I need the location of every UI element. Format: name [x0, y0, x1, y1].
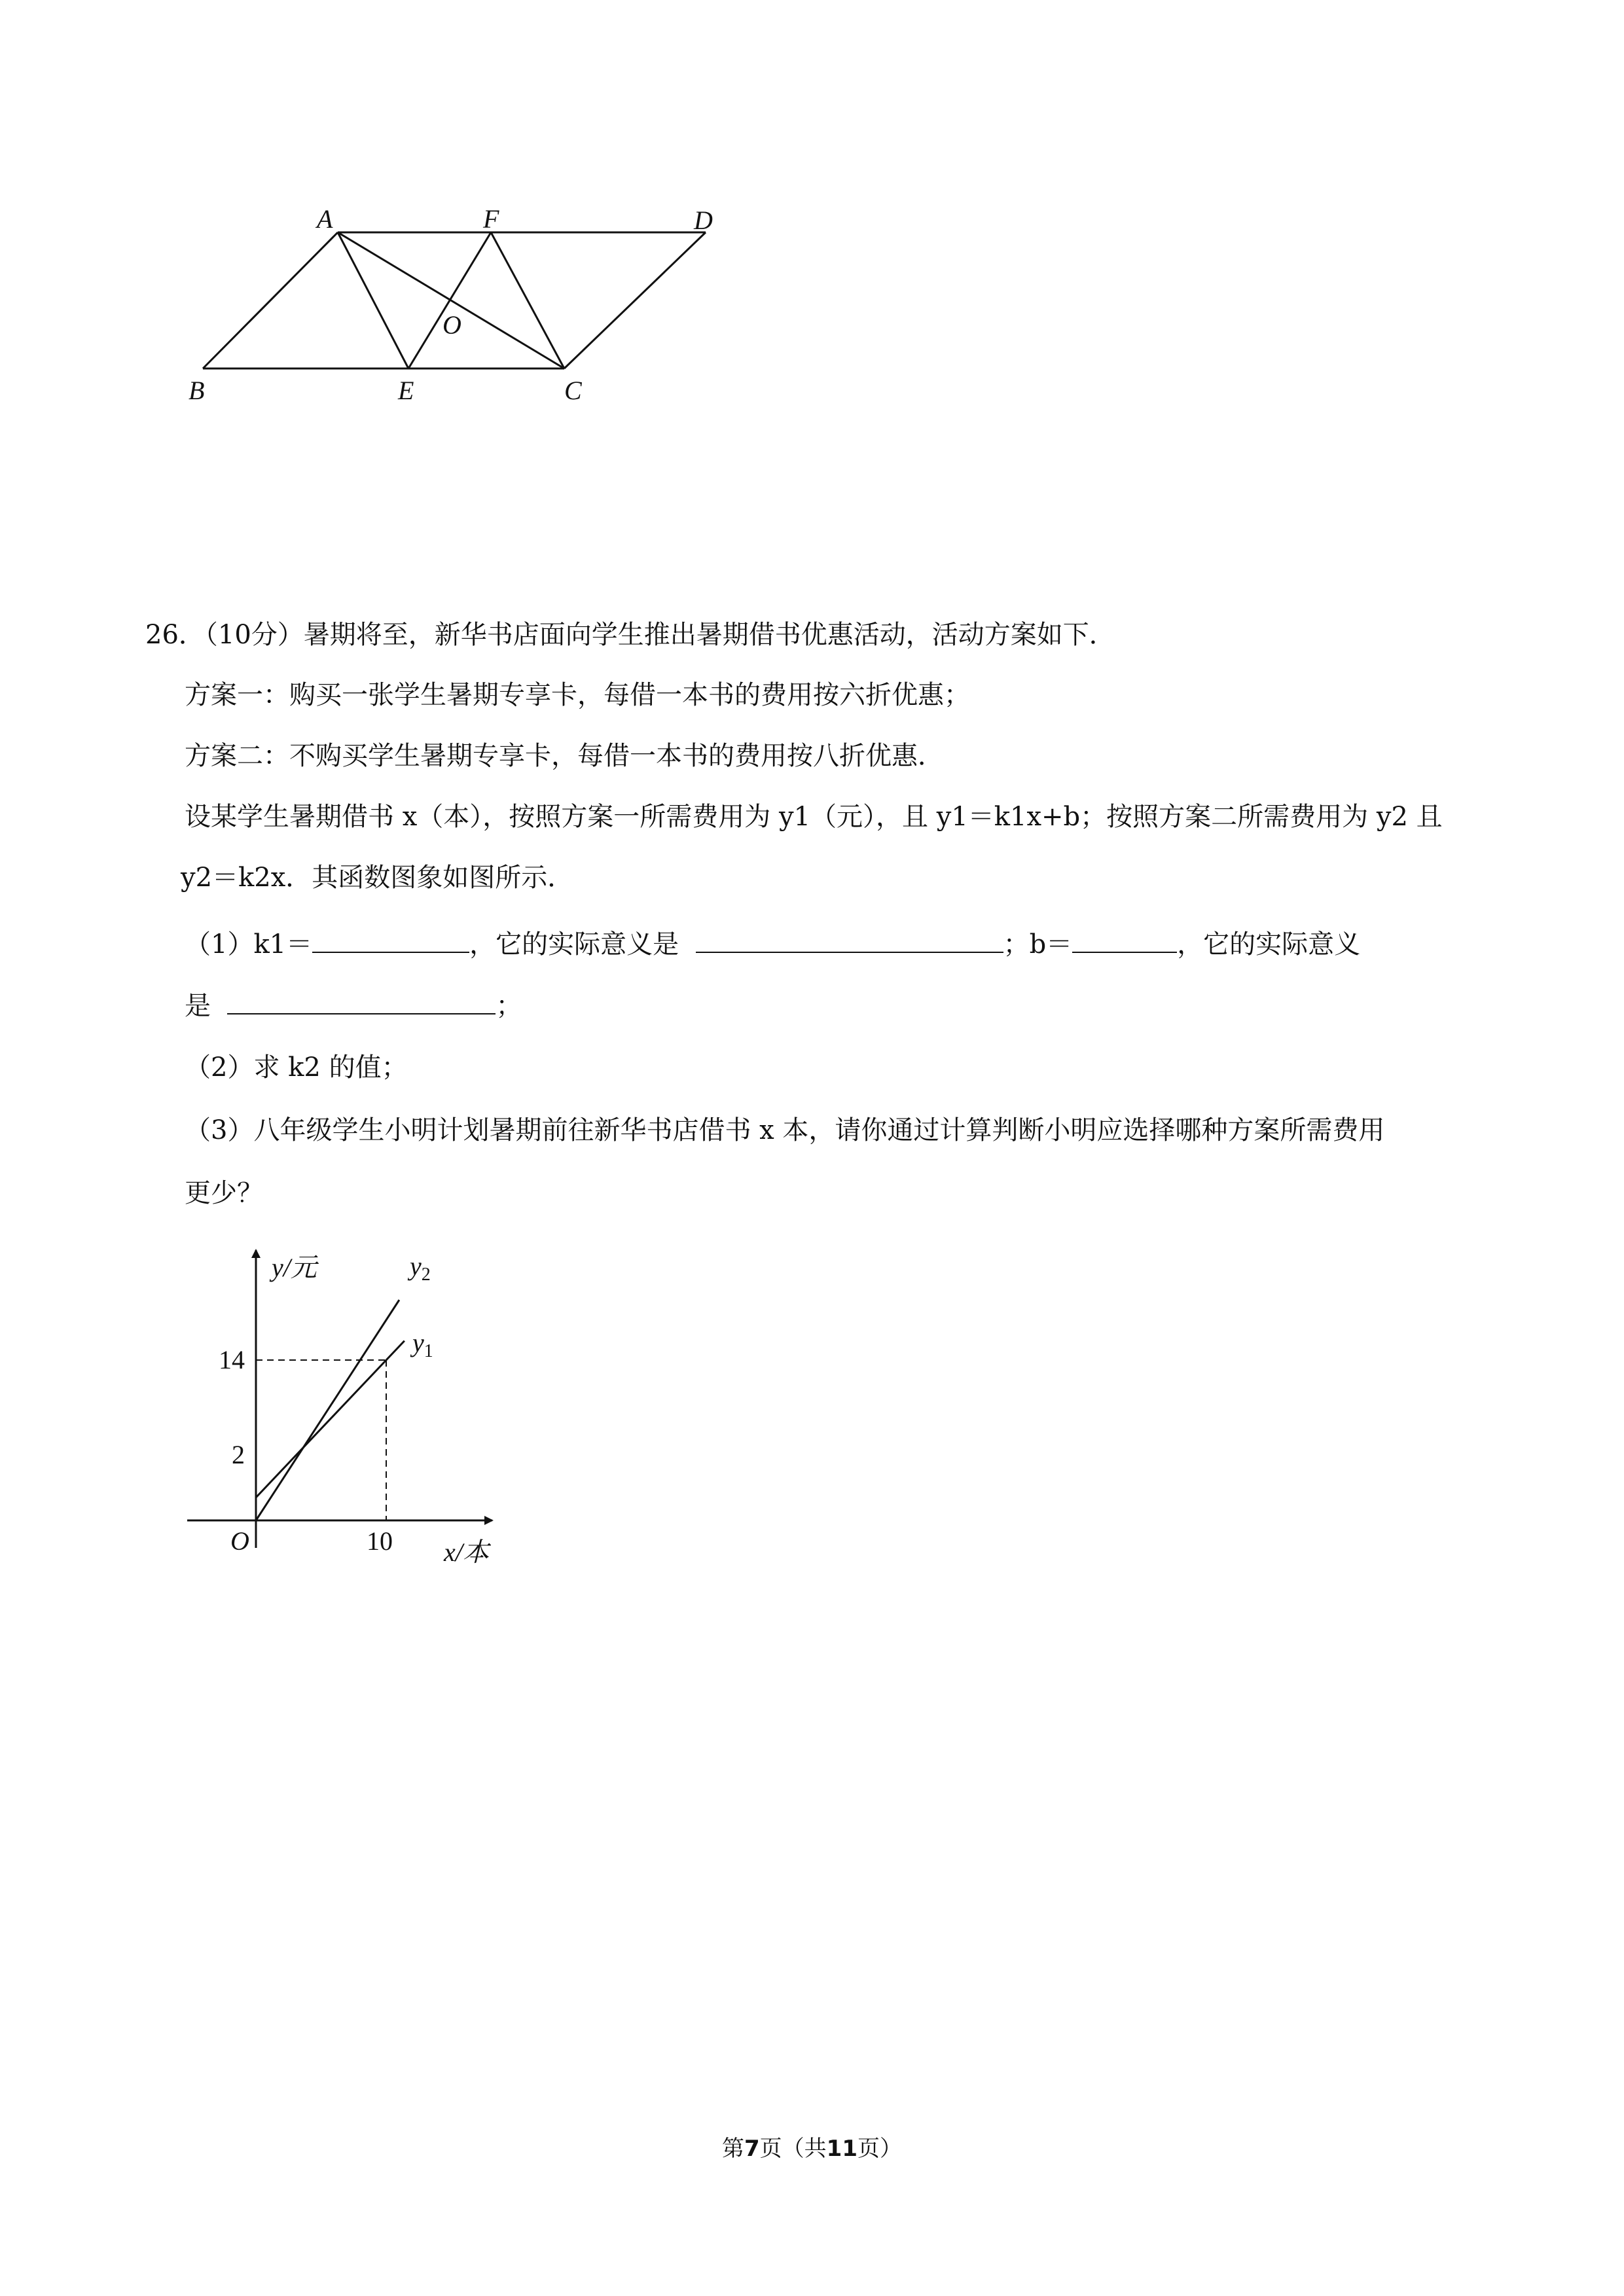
footer-total-pages: 11: [826, 2136, 857, 2162]
part-3-line-2: 更少？: [185, 1178, 263, 1208]
segment-ab: [203, 232, 338, 368]
point-d-label: D: [694, 206, 713, 235]
line-y2-label: $y_2$: [410, 1251, 431, 1285]
y-tick-2: 2: [232, 1440, 245, 1469]
question-header: [145, 617, 1115, 653]
function-graph: [170, 1230, 537, 1571]
blank-b[interactable]: [1072, 925, 1177, 953]
footer-page-number: 7: [744, 2136, 760, 2162]
point-f-label: F: [483, 204, 499, 234]
blank-k1-meaning[interactable]: [696, 925, 1003, 953]
footer-suffix: 页）: [857, 2136, 902, 2162]
x-axis-label: x/本: [444, 1537, 489, 1567]
point-e-label: E: [398, 376, 414, 405]
part-1-b: ；b＝: [1003, 929, 1073, 960]
x-tick-10: 10: [367, 1526, 393, 1556]
part-1-end: ；: [496, 991, 522, 1021]
part-1-k1: （1）k1＝: [185, 929, 313, 960]
question-number: 26．（10分）: [145, 620, 304, 650]
segment-fc: [491, 232, 564, 368]
series-line-y2: [256, 1300, 399, 1520]
y-tick-14: 14: [219, 1345, 245, 1374]
plan-two: 方案二：不购买学生暑期专享卡，每借一本书的费用按八折优惠．: [185, 741, 944, 771]
segment-ef: [408, 232, 491, 368]
segment-cd: [564, 232, 706, 368]
question-intro: 暑期将至，新华书店面向学生推出暑期借书优惠活动，活动方案如下．: [303, 620, 1115, 650]
setup-line-2: y2＝k2x．其函数图象如图所示．: [181, 863, 574, 893]
part-1-line: [185, 925, 1360, 963]
series-line-y1: [256, 1341, 405, 1498]
parallelogram-figure: [0, 0, 785, 445]
part-1-line-2: [185, 987, 522, 1024]
blank-b-meaning[interactable]: [227, 987, 496, 1014]
segment-ac: [338, 232, 564, 368]
point-a-label: A: [317, 204, 333, 234]
line-y1-label: $y_1$: [412, 1328, 433, 1361]
y-axis-label: y/元: [272, 1253, 317, 1282]
blank-k1[interactable]: [312, 925, 469, 953]
point-o-label: O: [442, 310, 461, 340]
point-c-label: C: [564, 376, 582, 405]
plan-one: 方案一：购买一张学生暑期专享卡，每借一本书的费用按六折优惠；: [185, 680, 970, 710]
footer-mid: 页（共: [759, 2136, 827, 2162]
part-3-line-1: （3）八年级学生小明计划暑期前往新华书店借书 x 本，请你通过计算判断小明应选择哪种方案所需费用: [185, 1115, 1385, 1145]
part-1-shi: 是: [185, 991, 211, 1021]
part-1-meaning-label: ，它的实际意义是: [469, 929, 679, 960]
part-1-b-meaning-label: ，它的实际意义: [1177, 929, 1361, 960]
setup-line-1: 设某学生暑期借书 x（本），按照方案一所需费用为 y1（元），且 y1＝k1x+b；按照方案二所需费用为 y2 且: [185, 802, 1443, 832]
origin-label: O: [230, 1526, 249, 1556]
part-2: （2）求 k2 的值；: [185, 1052, 408, 1083]
point-b-label: B: [189, 376, 205, 405]
page-footer: [0, 2130, 1624, 2162]
footer-prefix: 第: [722, 2136, 744, 2162]
